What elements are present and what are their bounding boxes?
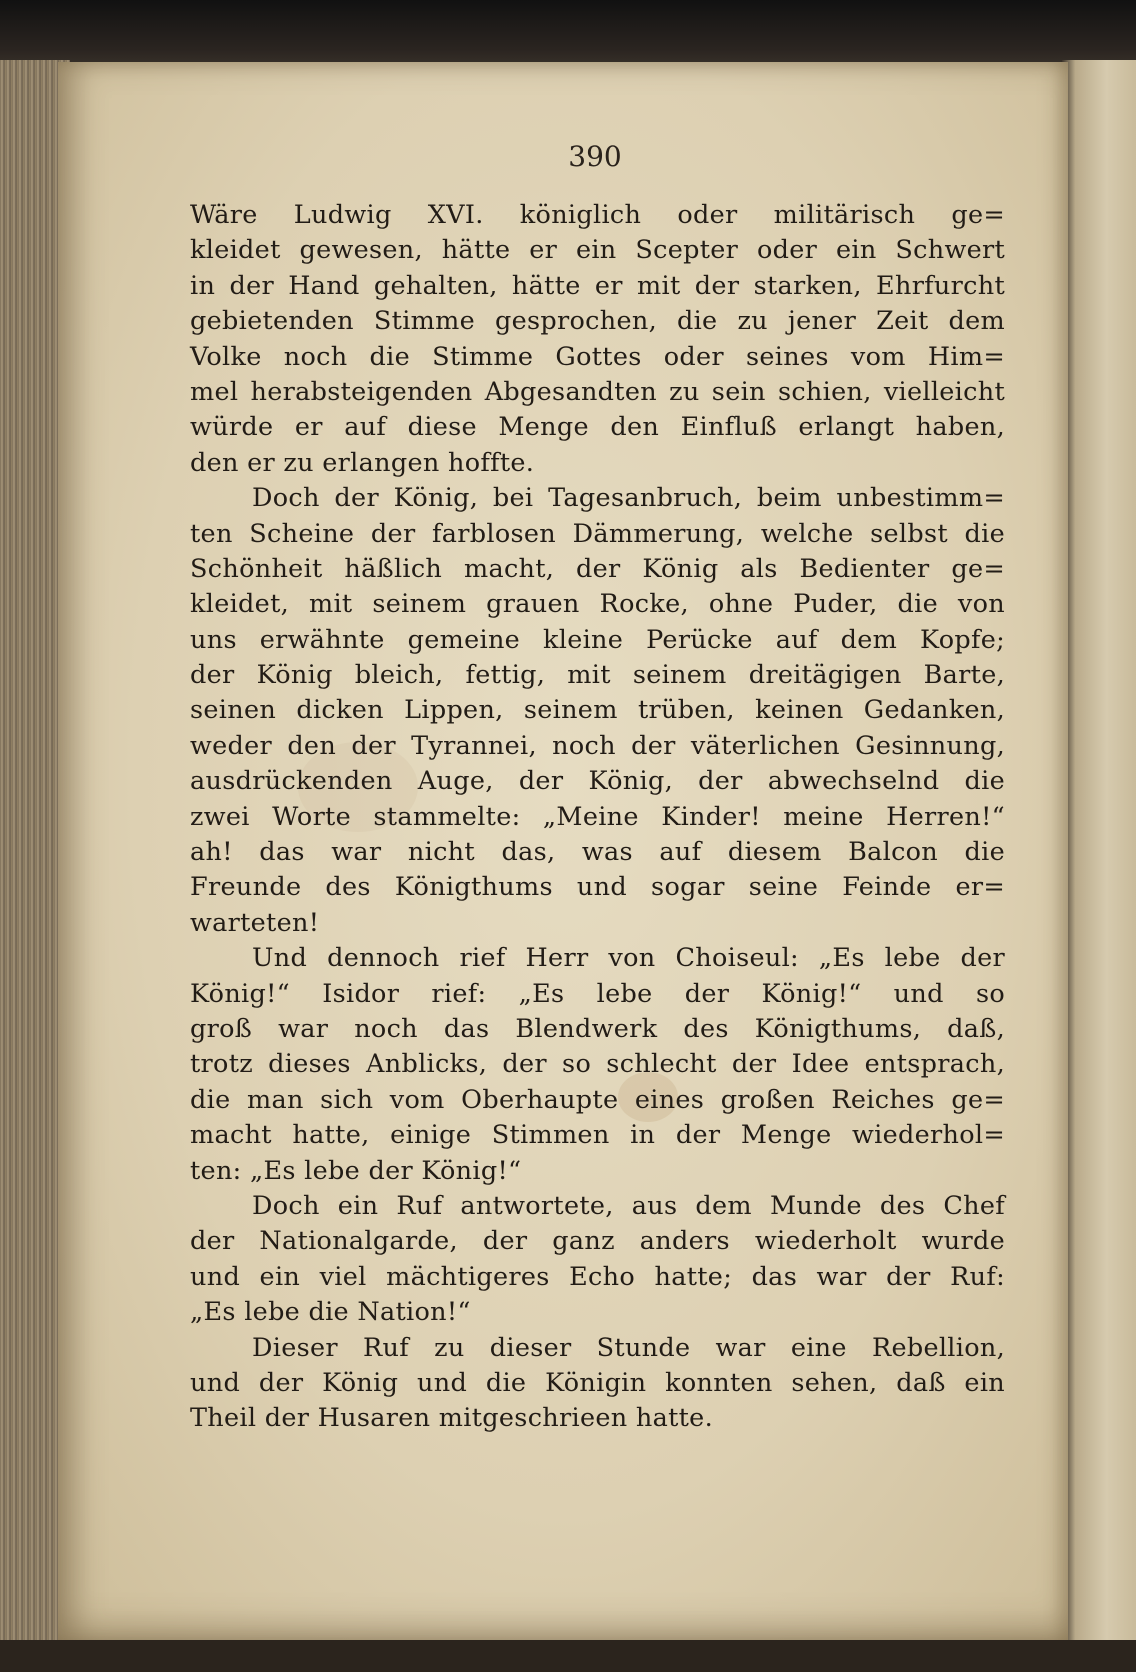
text-line: Und dennoch rief Herr von Choiseul: „Es lebe der: [252, 943, 1005, 974]
text-line: ah! das war nicht das, was auf diesem Balcon die: [190, 837, 1005, 868]
book-cover-bottom: [0, 1640, 1136, 1672]
text-line: die man sich vom Oberhaupte eines großen Reiches ge=: [190, 1084, 1005, 1115]
text-line: Volke noch die Stimme Gottes oder seines vom Him=: [190, 341, 1005, 372]
text-line: gebietenden Stimme gesprochen, die zu jener Zeit dem: [190, 306, 1005, 337]
text-line: zwei Worte stammelte: „Meine Kinder! meine Herren!“: [190, 801, 1005, 832]
text-line: kleidet, mit seinem grauen Rocke, ohne Puder, die von: [190, 589, 1005, 620]
text-line: würde er auf diese Menge den Einfluß erlangt haben,: [190, 412, 1005, 443]
body-text: [190, 198, 1005, 1437]
text-line: Schönheit häßlich macht, der König als Bedienter ge=: [190, 553, 1005, 584]
page-number: 390: [568, 140, 622, 173]
text-line: der König bleich, fettig, mit seinem dreitägigen Barte,: [190, 660, 1005, 691]
text-line: uns erwähnte gemeine kleine Perücke auf dem Kopfe;: [190, 624, 1005, 655]
text-line: in der Hand gehalten, hätte er mit der starken, Ehrfurcht: [190, 270, 1005, 301]
text-line: Doch der König, bei Tagesanbruch, beim unbestimm=: [252, 483, 1005, 514]
text-line: und der König und die Königin konnten sehen, daß ein: [190, 1367, 1005, 1398]
text-line: groß war noch das Blendwerk des Königthums, daß,: [190, 1013, 1005, 1044]
text-line: Dieser Ruf zu dieser Stunde war eine Rebellion,: [252, 1332, 1005, 1363]
text-line: warteten!: [190, 907, 320, 938]
book-cover-top: [0, 0, 1136, 70]
text-line: ten Scheine der farblosen Dämmerung, welche selbst die: [190, 518, 1005, 549]
text-line: Wäre Ludwig XVI. königlich oder militärisch ge=: [190, 200, 1005, 230]
text-line: ausdrückenden Auge, der König, der abwechselnd die: [190, 766, 1005, 797]
text-line: Doch ein Ruf antwortete, aus dem Munde des Chef: [252, 1190, 1005, 1221]
text-line: seinen dicken Lippen, seinem trüben, keinen Gedanken,: [190, 695, 1005, 726]
text-line: „Es lebe die Nation!“: [190, 1297, 471, 1328]
text-line: macht hatte, einige Stimmen in der Menge wiederhol=: [190, 1120, 1005, 1151]
text-line: Freunde des Königthums und sogar seine Feinde er=: [190, 872, 1005, 903]
text-line: mel herabsteigenden Abgesandten zu sein schien, vielleicht: [190, 376, 1005, 407]
text-line: ten: „Es lebe der König!“: [190, 1155, 522, 1186]
text-line: trotz dieses Anblicks, der so schlecht der Idee entsprach,: [190, 1049, 1005, 1080]
text-line: der Nationalgarde, der ganz anders wiederholt wurde: [190, 1226, 1005, 1257]
text-line: kleidet gewesen, hätte er ein Scepter oder ein Schwert: [190, 235, 1005, 266]
facing-page-edge: [1062, 60, 1136, 1672]
text-line: weder den der Tyrannei, noch der väterlichen Gesinnung,: [190, 730, 1005, 761]
text-line: und ein viel mächtigeres Echo hatte; das war der Ruf:: [190, 1261, 1005, 1292]
text-line: den er zu erlangen hoffte.: [190, 447, 535, 478]
text-line: König!“ Isidor rief: „Es lebe der König!“ und so: [190, 978, 1005, 1009]
text-line: Theil der Husaren mitgeschrieen hatte.: [190, 1403, 713, 1434]
